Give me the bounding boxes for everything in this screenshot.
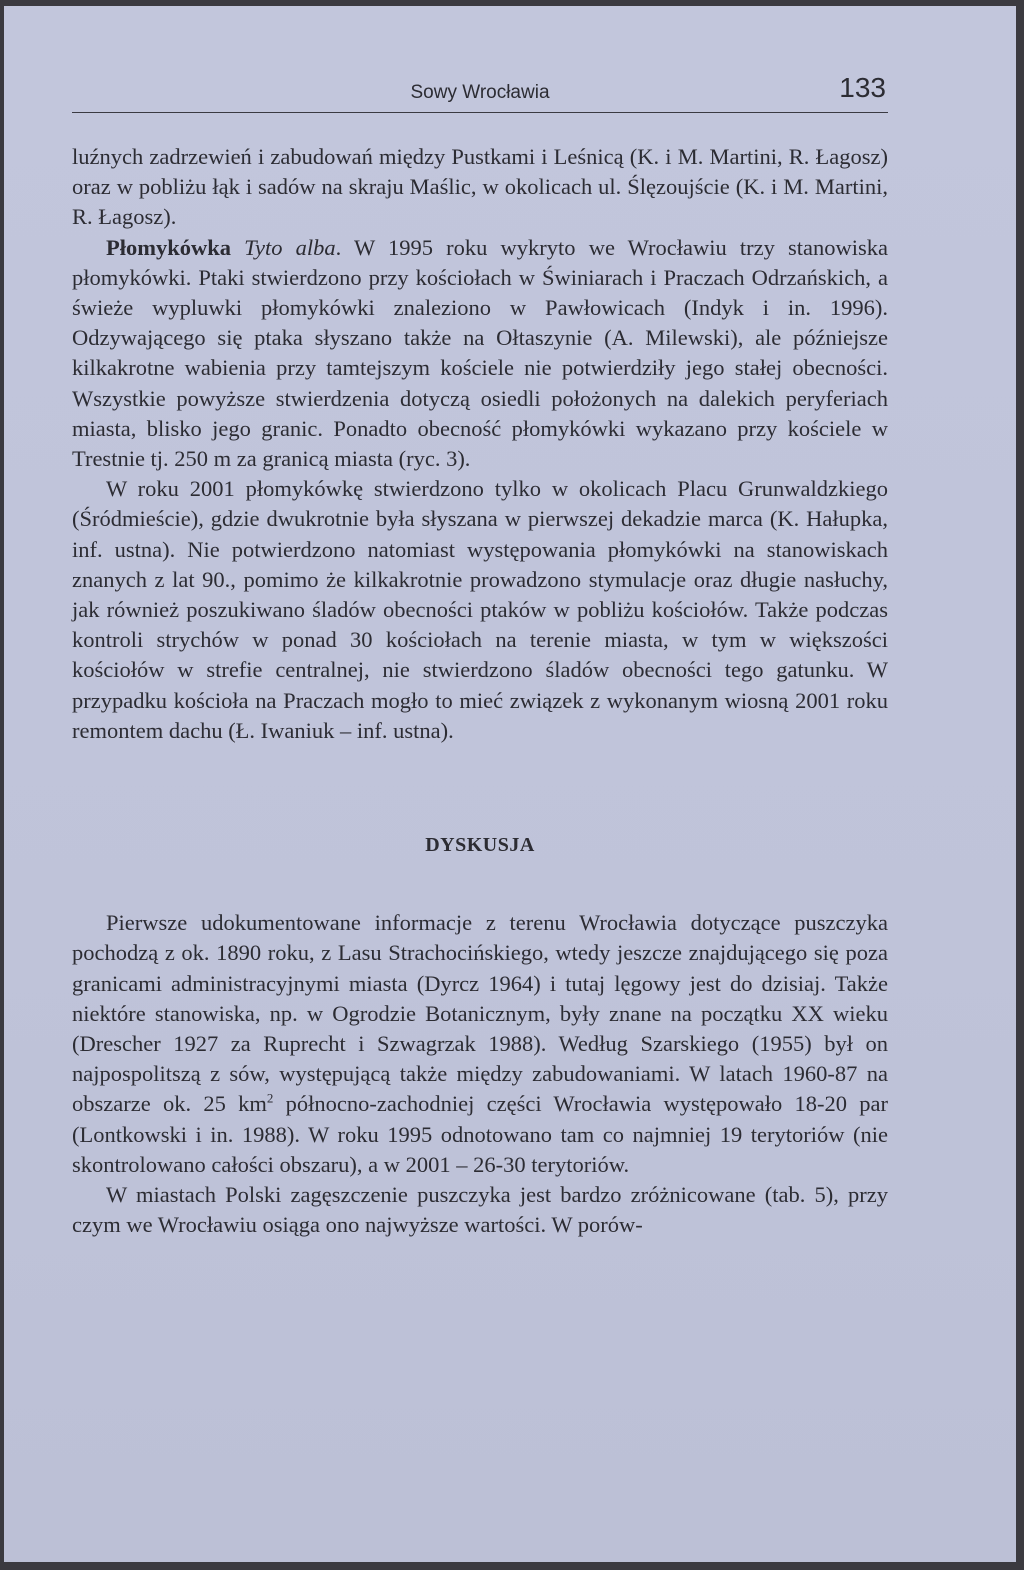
- paragraph-continued: luźnych zadrzewień i zabudowań między Pustkami i Leśnicą (K. i M. Martini, R. Łagosz) oraz w pobliżu łąk i sadów na skraju Maślic, w okolicach ul. Ślęzoujście (K. i M. Martini, R. Łagosz).: [72, 144, 888, 230]
- superscript: 2: [266, 1090, 274, 1106]
- paragraph-discussion-2: W miastach Polski zagęszczenie puszczyka jest bardzo zróżnicowane (tab. 5), przy czym we Wrocławiu osiąga ono najwyższe wartości. W porów-: [72, 1182, 888, 1238]
- text-run: północno-zachodniej części Wrocławia występowało 18-20 par (Lontkowski i in. 1988). W roku 1995 odnotowano tam co najmniej 19 terytoriów (nie skontrolowano całości obszaru), a w 2001 – 26-30 terytoriów.: [72, 1091, 888, 1177]
- paragraph-2001: W roku 2001 płomykówkę stwierdzono tylko w okolicach Placu Grunwaldzkiego (Śródmieście), gdzie dwukrotnie była słyszana w pierwszej dekadzie marca (K. Hałupka, inf. ustna). Nie potwierdzono natomiast występowania płomykówki na stanowiskach znanych z lat 90., pomimo że kilkakrotnie prowadzono stymulacje oraz długie nasłuchy, jak również poszukiwano śladów obecności ptaków w pobliżu kościołów. Także podczas kontroli strychów w ponad 30 kościołach na terenie miasta, w tym w większości kościołów w strefie centralnej, nie stwierdzono śladów obecności tego gatunku. W przypadku kościoła na Praczach mogło to mieć związek z wykonanym wiosną 2001 roku remontem dachu (Ł. Iwaniuk – inf. ustna).: [72, 476, 888, 743]
- page-number: 133: [839, 72, 886, 103]
- page: [4, 6, 1016, 1562]
- section-heading: DYSKUSJA: [425, 834, 535, 857]
- running-title: Sowy Wrocławia: [410, 82, 550, 103]
- latin-name: Tyto alba: [244, 234, 336, 260]
- species-name: Płomykówka: [106, 234, 232, 260]
- text-run: Pierwsze udokumentowane informacje z terenu Wrocławia dotyczące puszczyka pochodzą z ok. 1890 roku, z Lasu Strachocińskiego, wtedy jeszcze znajdującego się poza granicami administracyjnymi miasta (Dyrcz 1964) i tutaj lęgowy jest do dzisiaj. Także niektóre stanowiska, np. w Ogrodzie Botanicznym, były znane na początku XX wieku (Drescher 1927 za Ruprecht i Szwagrzak 1988). Według Szarskiego (1955) był on najpospolitszą z sów, występującą także między zabudowaniami. W latach 1960-87 na obszarze ok. 25 km: [72, 910, 888, 1117]
- paragraph-discussion-1: [72, 908, 888, 1180]
- paragraph-barn-owl-text: . W 1995 roku wykryto we Wrocławiu trzy stanowiska płomykówki. Ptaki stwierdzono przy kościołach w Świniarach i Praczach Odrzańskich, a świeże wypluwki płomykówki znaleziono w Pawłowicach (Indyk i in. 1996). Odzywającego się ptaka słyszano także na Ołtaszynie (A. Milewski), ale późniejsze kilkakrotne wabienia przy tamtejszym kościele nie potwierdziły jego stałej obecności. Wszystkie powyższe stwierdzenia dotyczą osiedli położonych na dalekich peryferiach miasta, blisko jego granic. Ponadto obecność płomykówki wykazano przy kościele w Trestnie tj. 250 m za granicą miasta (ryc. 3).: [72, 234, 888, 472]
- body-text: [72, 142, 888, 1241]
- paragraph-barn-owl: [72, 233, 888, 475]
- running-header: [72, 72, 888, 113]
